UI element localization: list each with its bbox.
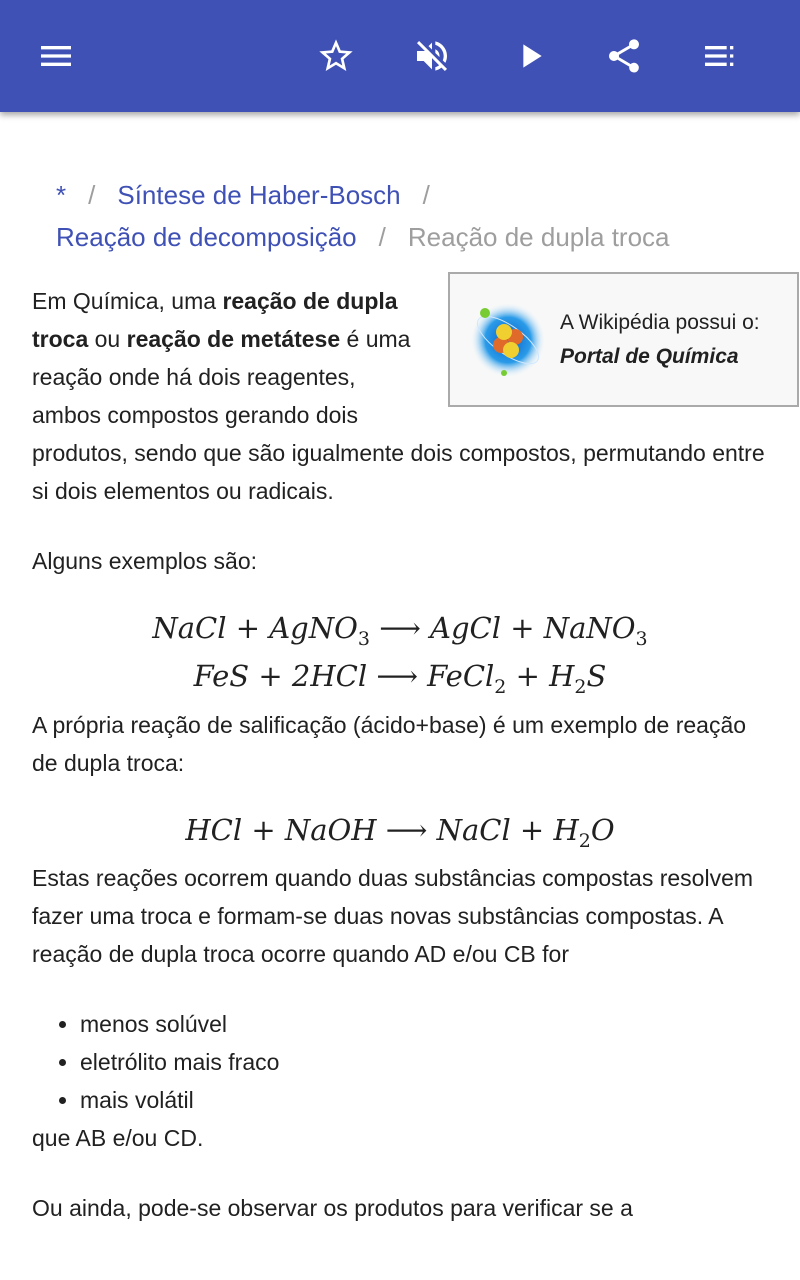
star-icon[interactable] [312, 32, 360, 80]
list-item: • eletrólito mais fraco [80, 1043, 768, 1081]
comparison-paragraph: que AB e/ou CD. [32, 1125, 204, 1152]
conditions-list [80, 1005, 768, 1119]
examples-label: Alguns exemplos são: [32, 548, 258, 574]
next-paragraph: Ou ainda, pode-se observar os produtos para verificar se a [32, 1195, 633, 1222]
equation-3: HCl + NaOH ⟶ NaCl + $H_2O$ [185, 812, 615, 852]
breadcrumb-link-haber-bosch[interactable]: Síntese de Haber-Bosch [117, 180, 401, 210]
conditions-paragraph: Estas reações ocorrem quando duas substâncias compostas resolvem fazer uma troca e formam-se duas novas substâncias compostas. A reação de dupla troca ocorre quando AD e/ou CB for [32, 865, 754, 968]
breadcrumb-current: Reação de dupla troca [407, 222, 670, 252]
equation-2: FeS + 2HCl ⟶ FeCl$_2$ + $H_2S$ [193, 658, 607, 698]
breadcrumb-separator: / [422, 180, 430, 210]
play-icon[interactable] [506, 32, 554, 80]
intro-paragraph: Em Química, uma reação de dupla troca ou reação de metátese é uma reação onde há dois reagentes, ambos compostos gerando dois produtos, sendo que são igualmente dois compostos, permutando entre si dois elementos ou radicais. [32, 288, 765, 504]
portal-caption: A Wikipédia possui o: [560, 310, 760, 334]
share-icon[interactable] [600, 32, 648, 80]
breadcrumb-separator: / [378, 222, 386, 252]
app-bar [0, 0, 800, 112]
breadcrumb-link-home[interactable]: * [56, 180, 67, 210]
list-item: • menos solúvel [80, 1005, 768, 1043]
breadcrumb-link-decomposicao[interactable]: Reação de decomposição [56, 222, 357, 252]
list-item: • mais volátil [80, 1081, 768, 1119]
menu-icon[interactable] [32, 32, 80, 80]
atom-icon [468, 300, 548, 380]
breadcrumb-separator: / [88, 180, 96, 210]
breadcrumb [32, 174, 768, 258]
salification-paragraph: A própria reação de salificação (ácido+base) é um exemplo de reação de dupla troca: [32, 711, 747, 776]
volume-off-icon[interactable] [408, 32, 456, 80]
portal-link[interactable]: Portal de Química [560, 344, 739, 368]
article [0, 112, 800, 1227]
equation-1: NaCl + AgNO$_3$ ⟶ AgCl + NaNO$_3$ [152, 611, 648, 650]
portal-box[interactable] [448, 272, 799, 407]
playlist-icon[interactable] [696, 32, 744, 80]
